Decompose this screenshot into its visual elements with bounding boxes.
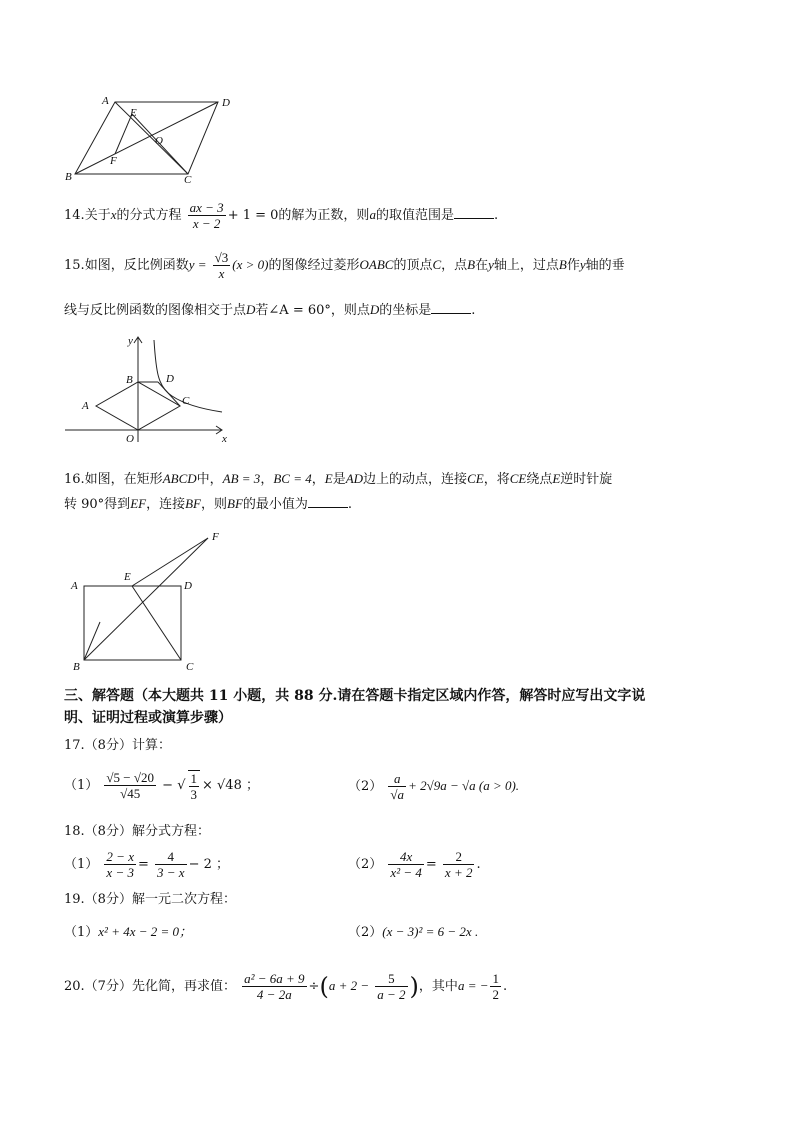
label-E: E — [130, 107, 137, 119]
question-17-part1: （1） $\frac{√5 - √20}{√45}$ − √ $\frac{1}{3}$ × √48 ； — [64, 770, 259, 802]
answer-blank[interactable] — [308, 495, 348, 508]
label-x: x — [222, 433, 227, 445]
label-O: O — [155, 135, 163, 147]
question-19: 19.（8分）解一元二次方程： — [64, 892, 236, 907]
segment-ec — [132, 586, 181, 660]
segment-ef — [115, 114, 132, 154]
section-3-heading-line2: 明、证明过程或演算步骤） — [64, 710, 232, 726]
question-19-part1: （1）x² + 4x − 2 = 0； — [64, 924, 193, 940]
label-B: B — [65, 171, 72, 183]
parallelogram-figure — [60, 92, 240, 187]
q14-fraction: $\frac{ax - 3}{x - 2}$ — [189, 200, 224, 231]
rectangle-abcd — [84, 586, 181, 660]
label-D: D — [222, 97, 230, 109]
label-C: C — [182, 395, 190, 407]
label-F: F — [212, 531, 219, 543]
question-18-part2: （2） $\frac{4x}{\text{x² − 4}}$ = $\frac{2}{x + 2}$ . — [348, 849, 481, 880]
question-15: 15.如图，反比例函数y = $\frac{√3}{x}$ (x > 0)的图像经过菱形OABC的顶点C，点B在y轴上，过点B作y轴的垂 — [64, 250, 625, 281]
label-D: D — [184, 580, 192, 592]
hyperbola-rhombus-figure — [62, 332, 232, 447]
label-E: E — [124, 571, 131, 583]
rectangle-rotation-figure — [62, 530, 232, 675]
label-B: B — [126, 374, 133, 386]
segment-bf — [84, 538, 208, 660]
segment-ef — [132, 538, 208, 586]
label-B: B — [73, 661, 80, 673]
answer-blank[interactable] — [454, 206, 494, 219]
question-17: 17.（8分）计算： — [64, 738, 171, 753]
label-F: F — [110, 155, 117, 167]
question-15-line2: 线与反比例函数的图像相交于点D若∠A = 60°，则点D的坐标是 . — [64, 302, 476, 318]
label-A: A — [102, 95, 109, 107]
question-17-part2: （2） $\frac{a}{√a}$ + 2√9a − √a (a > 0). — [348, 771, 520, 802]
question-20: 20.（7分）先化简，再求值： $\frac{\text{a² − 6a + 9}}{4 - 2a}$ ÷(a + 2 − $\frac{5}{a - 2}$ )，其中a = − $\frac{1}{2}$ . — [64, 971, 508, 1002]
label-O: O — [126, 433, 134, 445]
question-19-part2: （2）(x − 3)² = 6 − 2x . — [348, 924, 479, 940]
label-A: A — [82, 400, 89, 412]
question-18: 18.（8分）解分式方程： — [64, 824, 210, 839]
label-D: D — [166, 373, 174, 385]
label-C: C — [186, 661, 194, 673]
diagonal-bd — [75, 102, 218, 174]
question-16: 16.如图，在矩形ABCD中，AB = 3，BC = 4，E是AD边上的动点，连接CE，将CE绕点E逆时针旋 — [64, 471, 613, 487]
diagonal-ac — [115, 102, 188, 174]
answer-blank[interactable] — [431, 301, 471, 314]
question-14: 14.关于x的分式方程 $\frac{ax - 3}{x - 2}$ + 1 = 0的解为正数，则a的取值范围是 . — [64, 200, 499, 231]
label-C: C — [184, 174, 192, 186]
label-y: y — [128, 335, 133, 347]
question-18-part1: （1） $\frac{2 - x}{x - 3}$ = $\frac{4}{3 - x}$ − 2 ； — [64, 849, 229, 880]
section-3-heading: 三、解答题（本大题共 11 小题，共 88 分.请在答题卡指定区域内作答，解答时应写出文字说 — [64, 688, 646, 704]
question-16-line2: 转 90°得到EF，连接BF，则BF的最小值为 . — [64, 496, 353, 512]
label-A: A — [71, 580, 78, 592]
